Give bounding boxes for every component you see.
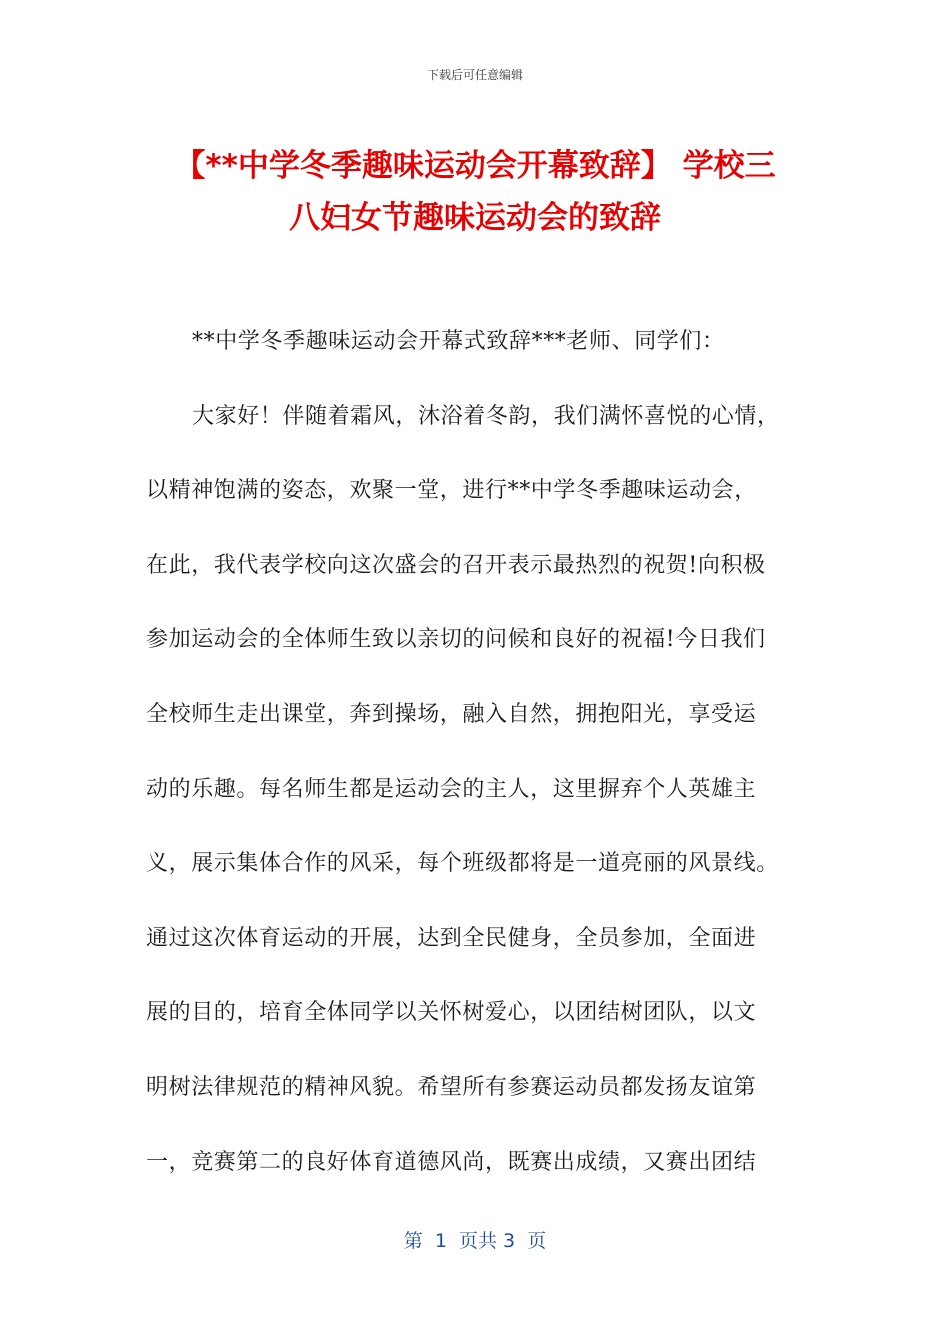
paragraph-line: 一，竞赛第二的良好体育道德风尚，既赛出成绩，又赛出团结 [146, 1149, 757, 1175]
paragraph-line: 参加运动会的全体师生致以亲切的问候和良好的祝福!今日我们 [146, 627, 766, 653]
title-line-2: 八妇女节趣味运动会的致辞 [289, 200, 661, 236]
paragraph-line: 动的乐趣。每名师生都是运动会的主人，这里摒弃个人英雄主 [146, 776, 757, 802]
document-title [120, 140, 830, 244]
paragraph-line: 以精神饱满的姿态，欢聚一堂，进行**中学冬季趣味运动会， [146, 478, 757, 504]
page-indicator: 第 1 页共 3 页 [403, 1230, 547, 1252]
greeting-line: **中学冬季趣味运动会开幕式致辞***老师、同学们： [192, 329, 725, 354]
document-body [146, 320, 810, 1215]
paragraph-line: 明树法律规范的精神风貌。希望所有参赛运动员都发扬友谊第 [146, 1074, 757, 1100]
paragraph-line: 大家好！伴随着霜风，沐浴着冬韵，我们满怀喜悦的心情， [192, 403, 780, 429]
paragraph-line: 义，展示集体合作的风采，每个班级都将是一道亮丽的风景线。 [146, 851, 779, 877]
header-note: 下载后可任意编辑 [426, 68, 523, 82]
paragraph-line: 展的目的，培育全体同学以关怀树爱心，以团结树团队，以文 [146, 1000, 757, 1026]
paragraph-line: 在此，我代表学校向这次盛会的召开表示最热烈的祝贺!向积极 [146, 552, 766, 578]
paragraph-line: 全校师生走出课堂，奔到操场，融入自然，拥抱阳光，享受运 [146, 701, 757, 727]
title-line-1: 【**中学冬季趣味运动会开幕致辞】 学校三 [174, 148, 776, 184]
paragraph-line: 通过这次体育运动的开展，达到全民健身，全员参加，全面进 [146, 925, 757, 951]
